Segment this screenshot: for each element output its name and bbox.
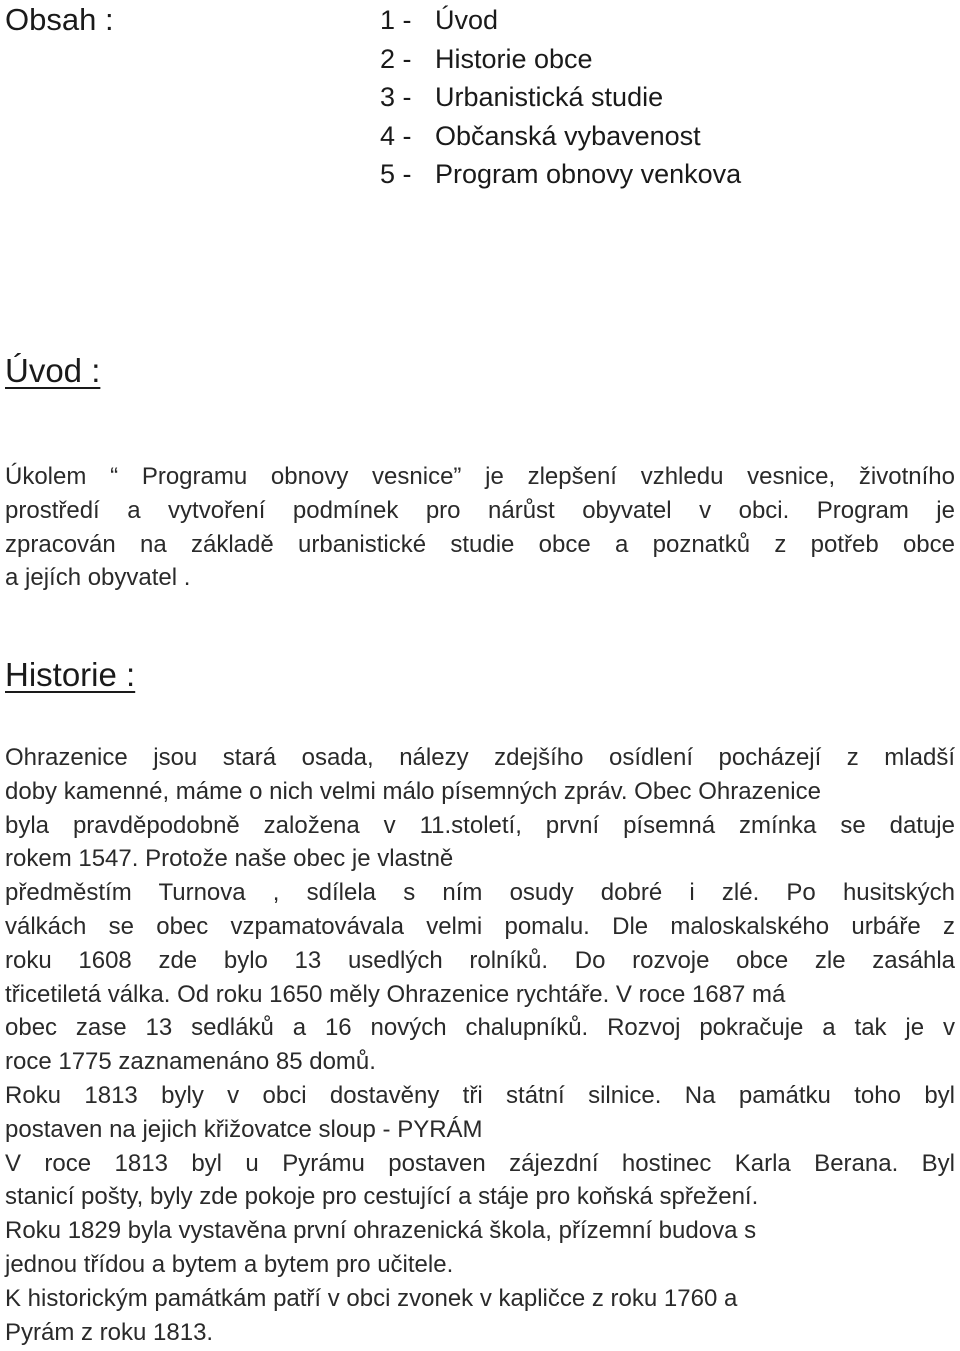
toc-item-number: 1 - — [380, 5, 412, 35]
toc-item — [380, 155, 741, 194]
paragraph-line: jednou třídou a bytem a bytem pro učitele. — [5, 1250, 454, 1278]
paragraph-line: Roku 1829 byla vystavěna první ohrazenická škola, přízemní budova s — [5, 1217, 757, 1245]
toc-item — [380, 117, 741, 156]
paragraph-line: obec zase 13 sedláků a 16 nových chalupníků. Rozvoj pokračuje a tak je v — [5, 1014, 955, 1042]
paragraph-line: třicetiletá válka. Od roku 1650 měly Ohrazenice rychtáře. V roce 1687 má — [5, 980, 786, 1008]
paragraph-line: válkách se obec vzpamatovávala velmi pomalu. Dle maloskalského urbáře z — [5, 912, 955, 940]
toc-item-number: 4 - — [380, 120, 412, 151]
paragraph-line: V roce 1813 byl u Pyrámu postaven zájezdní hostinec Karla Berana. Byl — [5, 1149, 955, 1177]
paragraph-line: rokem 1547. Protože naše obec je vlastně — [5, 845, 454, 873]
section-heading-uvod: Úvod : — [5, 352, 101, 389]
toc-title: Obsah : — [5, 2, 114, 37]
paragraph-line: byla pravděpodobně založena v 11.století, první písemná zmínka se datuje — [5, 811, 955, 839]
toc-item-label: Urbanistická studie — [435, 82, 664, 112]
paragraph-line: doby kamenné, máme o nich velmi málo písemných zpráv. Obec Ohrazenice — [5, 777, 821, 805]
paragraph-line: postaven na jejich křižovatce sloup - PYRÁM — [5, 1115, 483, 1143]
toc-item-number: 2 - — [380, 43, 412, 74]
section-body-uvod — [5, 460, 955, 595]
toc-item — [380, 78, 741, 117]
section-body-historie — [5, 741, 955, 1349]
paragraph-line: Roku 1813 byly v obci dostavěny tři státní silnice. Na památku toho byl — [5, 1081, 955, 1109]
paragraph-line: předměstím Turnova , sdílela s ním osudy dobré i zlé. Po husitských — [5, 879, 955, 907]
toc-item-label: Úvod — [435, 5, 499, 35]
toc-item-number: 3 - — [380, 82, 412, 112]
toc-item-label: Program obnovy venkova — [435, 159, 742, 189]
paragraph-line: roce 1775 zaznamenáno 85 domů. — [5, 1048, 376, 1076]
toc-item — [380, 1, 741, 40]
toc-item-number: 5 - — [380, 159, 412, 189]
paragraph-line: Úkolem “ Programu obnovy vesnice” je zlepšení vzhledu vesnice, životního — [5, 463, 955, 490]
table-of-contents — [380, 1, 741, 194]
paragraph-line: Ohrazenice jsou stará osada, nálezy zdejšího osídlení pocházejí z mladší — [5, 744, 955, 771]
paragraph-line: a jejích obyvatel . — [5, 564, 191, 592]
paragraph-line: K historickým památkám patří v obci zvonek v kapličce z roku 1760 a — [5, 1284, 738, 1312]
paragraph-line: zpracován na základě urbanistické studie obce a poznatků z potřeb obce — [5, 530, 955, 558]
paragraph-line: prostředí a vytvoření podmínek pro nárůst obyvatel v obci. Program je — [5, 496, 955, 524]
section-heading-historie: Historie : — [5, 656, 136, 693]
toc-item-label: Historie obce — [435, 43, 593, 74]
paragraph-line: stanicí pošty, byly zde pokoje pro cestující a stáje pro koňská spřežení. — [5, 1183, 759, 1211]
paragraph-line: Pyrám z roku 1813. — [5, 1318, 214, 1346]
toc-item-label: Občanská vybavenost — [435, 120, 701, 151]
paragraph-line: roku 1608 zde bylo 13 usedlých rolníků. Do rozvoje obce zle zasáhla — [5, 946, 955, 974]
toc-item — [380, 40, 741, 79]
